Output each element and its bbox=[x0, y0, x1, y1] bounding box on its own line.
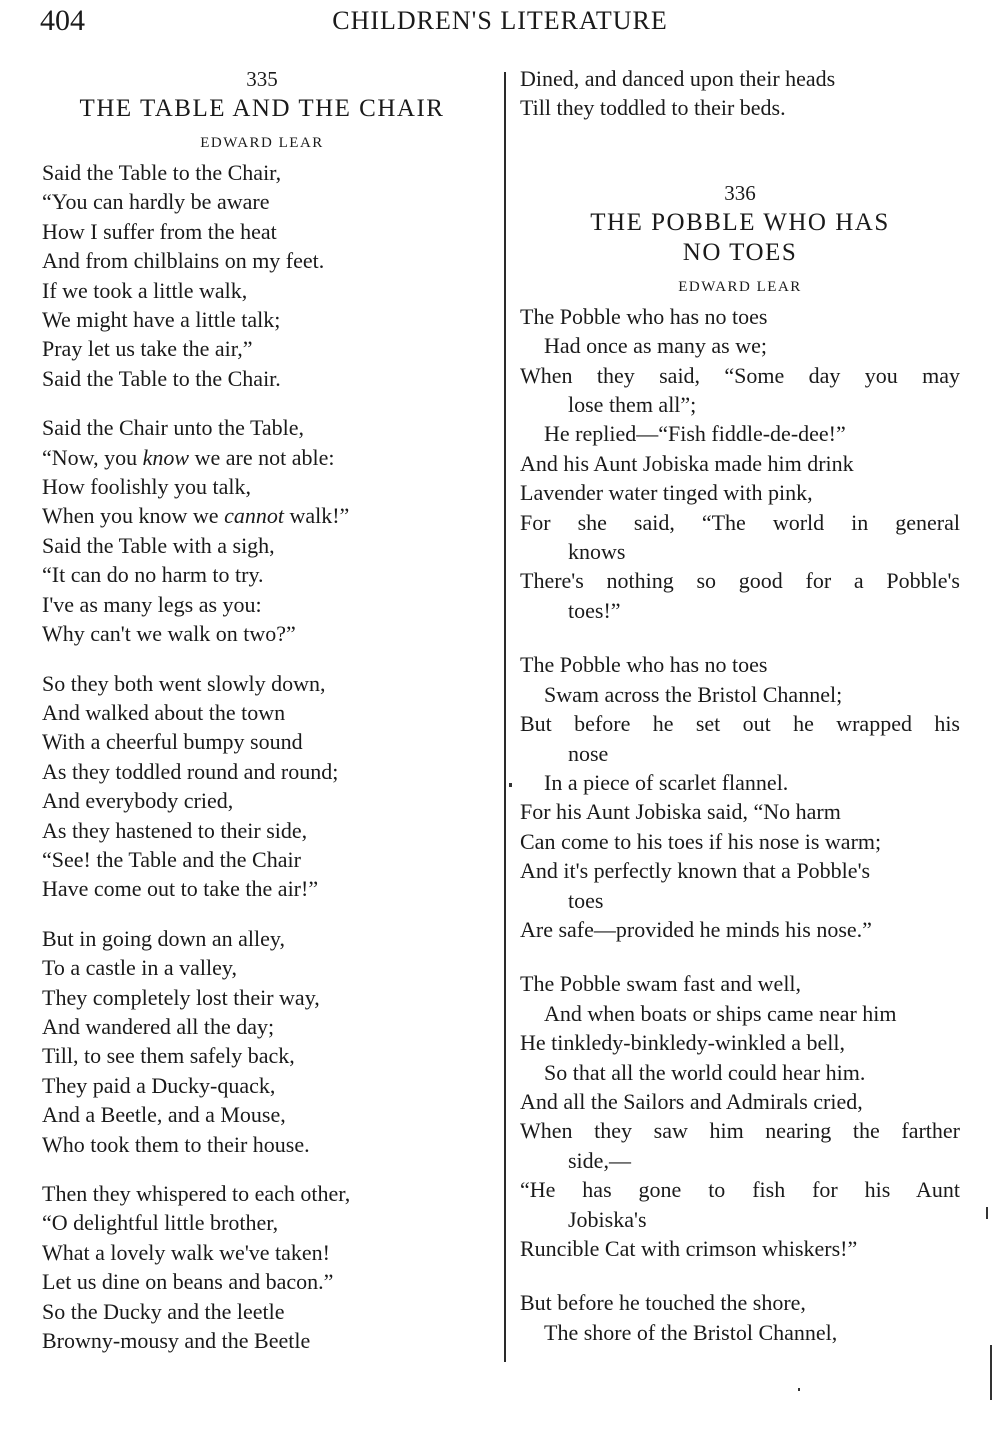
poem-line: For she said, “The world in general bbox=[520, 509, 960, 535]
poem-line: And everybody cried, bbox=[42, 788, 234, 814]
poem-line: If we took a little walk, bbox=[42, 277, 248, 303]
poem-line: Till, to see them safely back, bbox=[42, 1043, 295, 1069]
poem-line: knows bbox=[568, 539, 626, 565]
poem-line bbox=[42, 443, 482, 472]
scan-speck bbox=[990, 1345, 992, 1400]
poem-line: The Pobble swam fast and well, bbox=[520, 971, 802, 997]
line-text: walk!” bbox=[283, 503, 350, 529]
poem-line: And when boats or ships came near him bbox=[544, 1000, 897, 1026]
poem-line: They completely lost their way, bbox=[42, 984, 320, 1010]
poem-line: Said the Table to the Chair. bbox=[42, 365, 281, 391]
poem-title: THE POBBLE WHO HAS bbox=[590, 208, 890, 236]
italic-word: cannot bbox=[224, 503, 284, 529]
poem-line: In a piece of scarlet flannel. bbox=[544, 769, 789, 795]
poem-line: When they saw him nearing the farther bbox=[520, 1118, 960, 1144]
poem-line: Who took them to their house. bbox=[42, 1131, 310, 1157]
poem-line: The Pobble who has no toes bbox=[520, 303, 768, 329]
stanza bbox=[42, 669, 482, 904]
running-head: CHILDREN'S LITERATURE bbox=[332, 6, 668, 35]
right-column bbox=[520, 64, 960, 1367]
stanza bbox=[42, 924, 482, 1159]
italic-word: know bbox=[142, 444, 190, 470]
column-divider bbox=[504, 72, 506, 1362]
scan-speck bbox=[509, 783, 512, 787]
poem-line: As they toddled round and round; bbox=[42, 758, 339, 784]
poem-title: NO TOES bbox=[682, 238, 798, 266]
poem-line: Runcible Cat with crimson whiskers!” bbox=[520, 1236, 858, 1261]
poem-line: And his Aunt Jobiska made him drink bbox=[520, 450, 854, 476]
poem-line: Swam across the Bristol Channel; bbox=[544, 681, 843, 707]
poem-line: Pray let us take the air,” bbox=[42, 336, 253, 362]
poem-line: And from chilblains on my feet. bbox=[42, 248, 325, 274]
poem-line: “See! the Table and the Chair bbox=[42, 846, 301, 872]
poem-line: He replied—“Fish fiddle-de-dee!” bbox=[544, 421, 846, 447]
poem-line: “You can hardly be aware bbox=[42, 189, 270, 215]
stanza bbox=[520, 650, 960, 944]
poem-line: What a lovely walk we've taken! bbox=[42, 1239, 331, 1265]
stanza bbox=[520, 64, 960, 123]
poem-line: And it's perfectly known that a Pobble's bbox=[520, 858, 871, 884]
stanza bbox=[42, 413, 482, 648]
poem-line: “O delightful little brother, bbox=[42, 1210, 279, 1236]
poem-line: But in going down an alley, bbox=[42, 925, 285, 951]
poem-line: Lavender water tinged with pink, bbox=[520, 480, 813, 506]
poem-line: “He has gone to fish for his Aunt bbox=[520, 1177, 960, 1203]
poem-line: side,— bbox=[568, 1147, 631, 1173]
poem-line: For his Aunt Jobiska said, “No harm bbox=[520, 799, 841, 825]
poem-line: Dined, and danced upon their heads bbox=[520, 66, 836, 91]
poem-line: So that all the world could hear him. bbox=[544, 1059, 866, 1085]
poem-line: So they both went slowly down, bbox=[42, 670, 326, 696]
poem-line: “It can do no harm to try. bbox=[42, 562, 264, 588]
poem-line bbox=[42, 501, 482, 530]
left-column bbox=[42, 64, 482, 1375]
poem-line: And all the Sailors and Admirals cried, bbox=[520, 1088, 863, 1114]
poem-number: 335 bbox=[246, 67, 278, 91]
poem-line: With a cheerful bumpy sound bbox=[42, 729, 303, 755]
poem-line: Jobiska's bbox=[568, 1206, 647, 1232]
poem-line: Said the Chair unto the Table, bbox=[42, 415, 305, 441]
poem-line: There's nothing so good for a Pobble's bbox=[520, 568, 960, 594]
stanza bbox=[520, 969, 960, 1263]
poem-line: I've as many legs as you: bbox=[42, 591, 262, 617]
poem-line: Can come to his toes if his nose is warm; bbox=[520, 828, 882, 854]
poem-line: When they said, “Some day you may bbox=[520, 362, 960, 388]
scan-speck bbox=[798, 1388, 800, 1391]
line-text: we are not able: bbox=[189, 444, 335, 470]
poem-line: Said the Table to the Chair, bbox=[42, 160, 282, 185]
poem-line: Let us dine on beans and bacon.” bbox=[42, 1269, 334, 1295]
poem-line: toes!” bbox=[568, 597, 621, 623]
poem-line: We might have a little talk; bbox=[42, 307, 281, 333]
scan-speck bbox=[986, 1207, 988, 1219]
poem-line: But before he touched the shore, bbox=[520, 1290, 806, 1316]
stanza bbox=[520, 1288, 960, 1347]
poem-line: lose them all”; bbox=[568, 392, 697, 418]
poem-line: nose bbox=[568, 740, 609, 766]
poem-line: The shore of the Bristol Channel, bbox=[544, 1319, 838, 1345]
poem-line: But before he set out he wrapped his bbox=[520, 711, 960, 737]
poem-line: Had once as many as we; bbox=[544, 333, 767, 359]
poem-line: So the Ducky and the leetle bbox=[42, 1298, 285, 1324]
poem-line: As they hastened to their side, bbox=[42, 817, 308, 843]
poem-line: They paid a Ducky-quack, bbox=[42, 1072, 276, 1098]
poem-number: 336 bbox=[724, 180, 756, 205]
page-number: 404 bbox=[40, 4, 85, 37]
poem-author: EDWARD LEAR bbox=[678, 278, 802, 295]
poem-line: Till they toddled to their beds. bbox=[520, 95, 786, 121]
poem-line: Why can't we walk on two?” bbox=[42, 621, 296, 647]
poem-line: He tinkledy-binkledy-winkled a bell, bbox=[520, 1030, 846, 1056]
poem-line: Are safe—provided he minds his nose.” bbox=[520, 916, 872, 942]
poem-line: The Pobble who has no toes bbox=[520, 652, 768, 678]
poem-line: toes bbox=[568, 887, 604, 913]
poem-title: THE TABLE AND THE CHAIR bbox=[79, 95, 445, 122]
poem-line: Said the Table with a sigh, bbox=[42, 532, 275, 558]
line-text: When you know we bbox=[42, 503, 225, 529]
poem-line: How foolishly you talk, bbox=[42, 474, 251, 500]
poem-author: EDWARD LEAR bbox=[200, 135, 324, 151]
poem-line: And a Beetle, and a Mouse, bbox=[42, 1102, 286, 1128]
stanza bbox=[42, 158, 482, 393]
poem-line: And wandered all the day; bbox=[42, 1013, 275, 1039]
poem-line: Browny-mousy and the Beetle bbox=[42, 1328, 311, 1354]
poem-line: How I suffer from the heat bbox=[42, 218, 277, 244]
poem-line: To a castle in a valley, bbox=[42, 955, 237, 981]
stanza bbox=[42, 1179, 482, 1355]
poem-line: And walked about the town bbox=[42, 699, 286, 725]
poem-line: Then they whispered to each other, bbox=[42, 1181, 351, 1206]
line-text: “Now, you bbox=[42, 444, 143, 470]
stanza bbox=[520, 302, 960, 625]
poem-line: Have come out to take the air!” bbox=[42, 876, 319, 902]
